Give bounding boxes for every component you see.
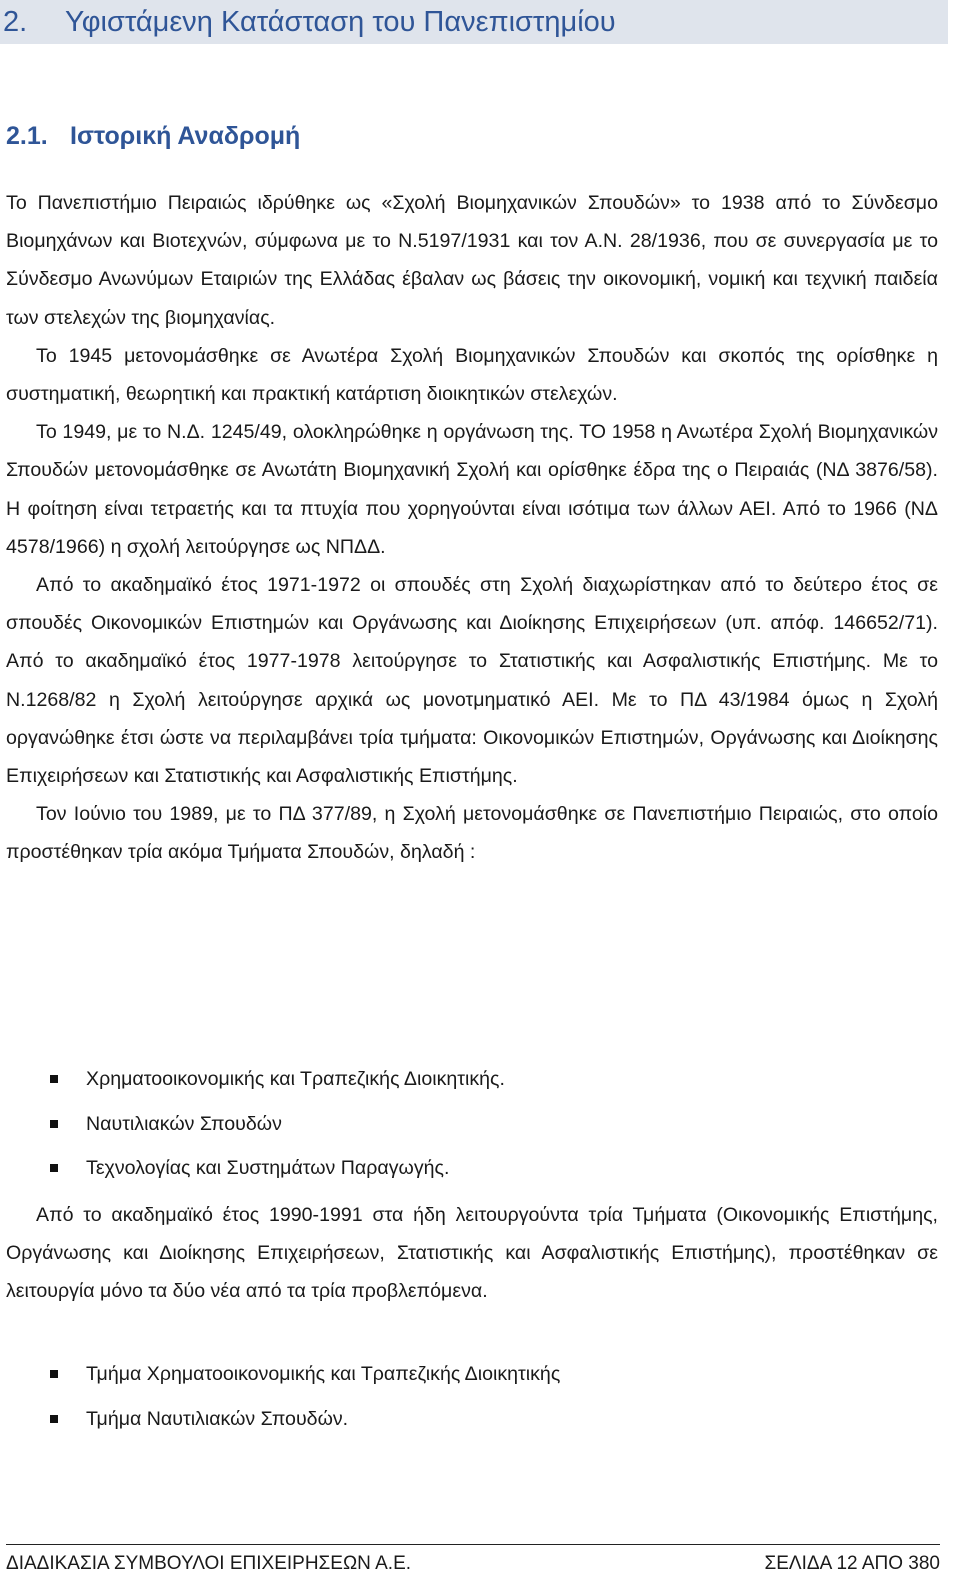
list-item-text: Τμήμα Ναυτιλιακών Σπουδών. [86,1407,349,1430]
list-item-text: Χρηματοοικονομικής και Τραπεζικής Διοικητικής. [86,1068,505,1090]
list-item [6,1057,938,1102]
subsection-number: 2.1. [6,122,48,150]
square-bullet-icon [50,1164,58,1172]
list-item-text: Τεχνολογίας και Συστημάτων Παραγωγής. [86,1157,450,1179]
page-footer [6,1544,940,1579]
list-item-text: Ναυτιλιακών Σπουδών [86,1112,282,1135]
square-bullet-icon [50,1075,58,1083]
footer-company: ΔΙΑΔΙΚΑΣΙΑ ΣΥΜΒΟΥΛΟΙ ΕΠΙΧΕΙΡΗΣΕΩΝ Α.Ε. [6,1553,412,1574]
bullet-list-2 [6,1352,938,1441]
section-title: Υφιστάμενη Κατάσταση του Πανεπιστημίου [65,6,616,38]
bullet-list-1 [6,1057,938,1191]
paragraph: Το Πανεπιστήμιο Πειραιώς ιδρύθηκε ως «Σχολή Βιομηχανικών Σπουδών» το 1938 από το Σύνδεσμο Βιομηχάνων και Βιοτεχνών, σύμφωνα με το Ν.5197/1931 και τον Α.Ν. 28/1936, που σε συνεργασία με το Σύνδεσμο Ανωνύμων Εταιριών της Ελλάδας έβαλαν ως βάσεις την οικονομική, νομική και τεχνική παιδεία των στελεχών της βιομηχανίας. [6,192,938,329]
paragraph: Από το ακαδημαϊκό έτος 1990-1991 στα ήδη λειτουργούντα τρία Τμήματα (Οικονομικής Επιστήμης, Οργάνωσης και Διοίκησης Επιχειρήσεων, Στατιστικής και Ασφαλιστικής Επιστήμης), προστέθηκαν σε λειτουργία μόνο τα δύο νέα από τα τρία προβλεπόμενα. [6,1204,938,1303]
section-number: 2. [3,6,28,38]
paragraph: Το 1949, με το Ν.Δ. 1245/49, ολοκληρώθηκε η οργάνωση της. ΤΟ 1958 η Ανωτέρα Σχολή Βιομηχανικών Σπουδών μετονομάσθηκε σε Ανωτάτη Βιομηχανική Σχολή και ορίσθηκε έδρα της ο Πειραιάς (ΝΔ 3876/58). Η φοίτηση είναι τετραετής και τα πτυχία που χορηγούνται είναι ισότιμα των άλλων ΑΕΙ. Από το 1966 (ΝΔ 4578/1966) η σχολή λειτούργησε ως ΝΠΔΔ. [6,421,938,558]
list-item [6,1146,938,1191]
body-text-block-2 [6,1196,938,1311]
list-item-text: Τμήμα Χρηματοοικονομικής και Τραπεζικής Διοικητικής [86,1363,561,1385]
square-bullet-icon [50,1370,58,1378]
list-item [6,1352,938,1397]
paragraph: Το 1945 μετονομάσθηκε σε Ανωτέρα Σχολή Βιομηχανικών Σπουδών και σκοπός της ορίσθηκε η συστηματική, θεωρητική και πρακτική κατάρτιση διοικητικών στελεχών. [6,344,938,406]
section-heading [0,0,948,44]
square-bullet-icon [50,1120,58,1128]
footer-page-number: ΣΕΛΙΔΑ 12 ΑΠΟ 380 [764,1553,940,1574]
subsection-heading [6,116,300,156]
list-item [6,1102,938,1147]
subsection-title: Ιστορική Αναδρομή [70,122,301,150]
paragraph: Τον Ιούνιο του 1989, με το ΠΔ 377/89, η Σχολή μετονομάσθηκε σε Πανεπιστήμιο Πειραιώς, στο οποίο προστέθηκαν τρία ακόμα Τμήματα Σπουδών, δηλαδή : [6,803,938,864]
body-text-block-1 [6,184,938,872]
square-bullet-icon [50,1415,58,1423]
paragraph: Από το ακαδημαϊκό έτος 1971-1972 οι σπουδές στη Σχολή διαχωρίστηκαν από το δεύτερο έτος σε σπουδές Οικονομικών Επιστημών και Οργάνωσης και Διοίκησης Επιχειρήσεων (υπ. απόφ. 146652/71). Από το ακαδημαϊκό έτος 1977-1978 λειτούργησε το Στατιστικής και Ασφαλιστικής Επιστήμης. Με το Ν.1268/82 η Σχολή λειτούργησε αρχικά ως μονοτμηματικό ΑΕΙ. Με το ΠΔ 43/1984 όμως η Σχολή οργανώθηκε έτσι ώστε να περιλαμβάνει τρία τμήματα: Οικονομικών Επιστημών, Οργάνωσης και Διοίκησης Επιχειρήσεων και Στατιστικής και Ασφαλιστικής Επιστήμης. [6,574,938,788]
list-item [6,1397,938,1442]
